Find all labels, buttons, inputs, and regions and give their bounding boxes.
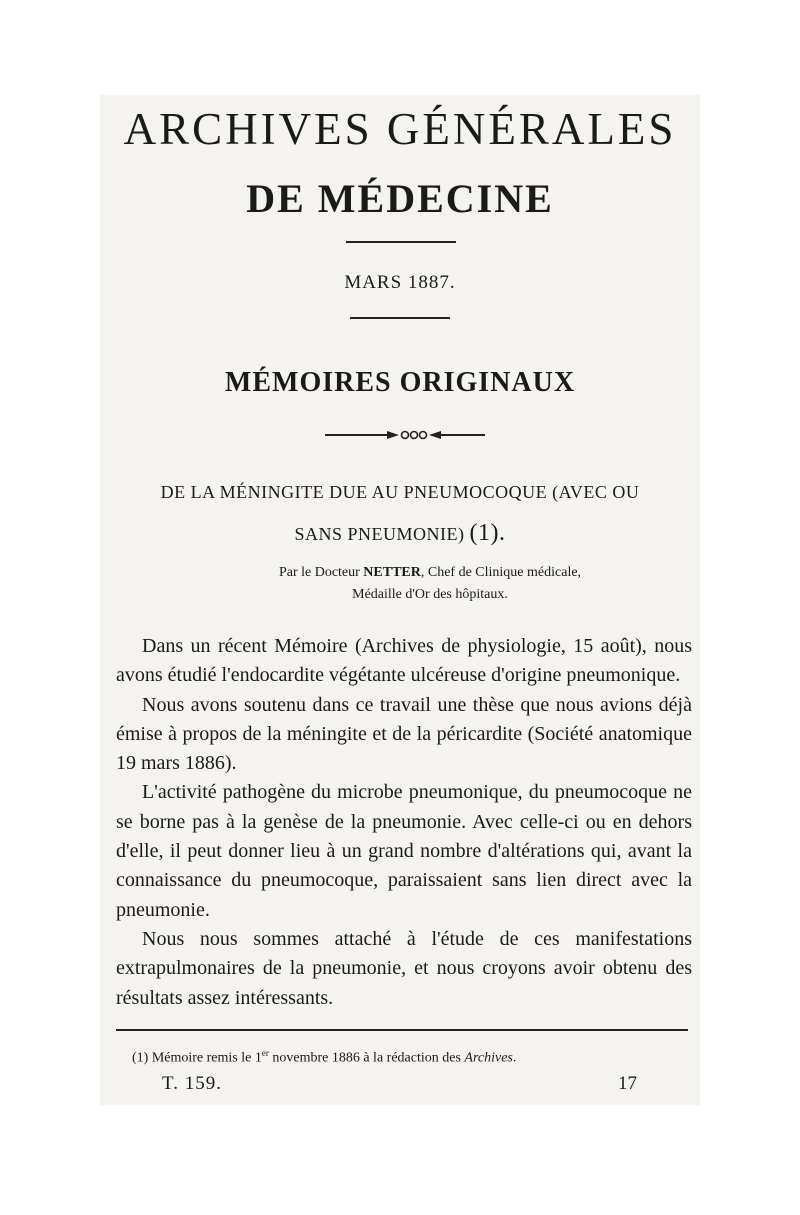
footnote-text-start: Mémoire remis le 1 [148, 1050, 262, 1066]
journal-subtitle: DE MÉDECINE [246, 176, 554, 221]
page-number: 17 [618, 1073, 637, 1094]
paragraph: Nous avons soutenu dans ce travail une thèse que nous avions déjà émise à propos de la méningite et de la péricardite (Société anatomique 19 mars 1886). [116, 693, 692, 775]
paragraph: Dans un récent Mémoire (Archives de physiologie, 15 août), nous avons étudié l'endocardite végétante ulcéreuse d'origine pneumonique. [116, 635, 692, 687]
document-page [100, 95, 700, 1105]
byline-affiliation: , Chef de Clinique médicale, [420, 565, 582, 580]
section-title: MÉMOIRES ORIGINAUX [224, 367, 576, 398]
header-rule [346, 241, 456, 243]
article-title-text: SANS PNEUMONIE) [294, 524, 470, 544]
byline [130, 565, 730, 581]
paragraph: Nous nous sommes attaché à l'étude de ces manifestations extrapulmonaires de la pneumonie, et nous croyons avoir obtenu des résultats assez intéressants. [116, 927, 692, 1009]
date-rule [350, 317, 450, 319]
footnote-text-middle: novembre 1886 à la rédaction des [268, 1050, 465, 1066]
footnote-text-end: . [512, 1050, 517, 1066]
article-body [116, 632, 692, 1013]
byline-prefix: Par le Docteur [278, 565, 364, 580]
article-title-note-ref: (1). [469, 520, 506, 546]
journal-title: ARCHIVES GÉNÉRALES [123, 104, 677, 154]
author-name: NETTER [363, 565, 421, 580]
article-title-line2 [100, 520, 700, 547]
paragraph: L'activité pathogène du microbe pneumonique, du pneumocoque ne se borne pas à la genèse de la pneumonie. Avec celle-ci ou en dehors d'elle, il peut donner lieu à un grand nombre d'altérations qui, avant la connaissance du pneumocoque, paraissaient sans lien direct avec la pneumonie. [116, 781, 692, 921]
ornament-divider-icon [325, 428, 485, 442]
footnote-rule [116, 1029, 688, 1031]
footnote [132, 1048, 516, 1067]
footnote-marker: (1) [132, 1050, 149, 1066]
issue-date: MARS 1887. [344, 272, 456, 293]
footnote-superscript: er [261, 1048, 269, 1058]
volume-number: T. 159. [162, 1073, 222, 1094]
article-title-line1: DE LA MÉNINGITE DUE AU PNEUMOCOQUE (AVEC OU [160, 482, 640, 502]
byline-award: Médaille d'Or des hôpitaux. [352, 587, 508, 602]
footnote-italic: Archives [464, 1050, 513, 1066]
